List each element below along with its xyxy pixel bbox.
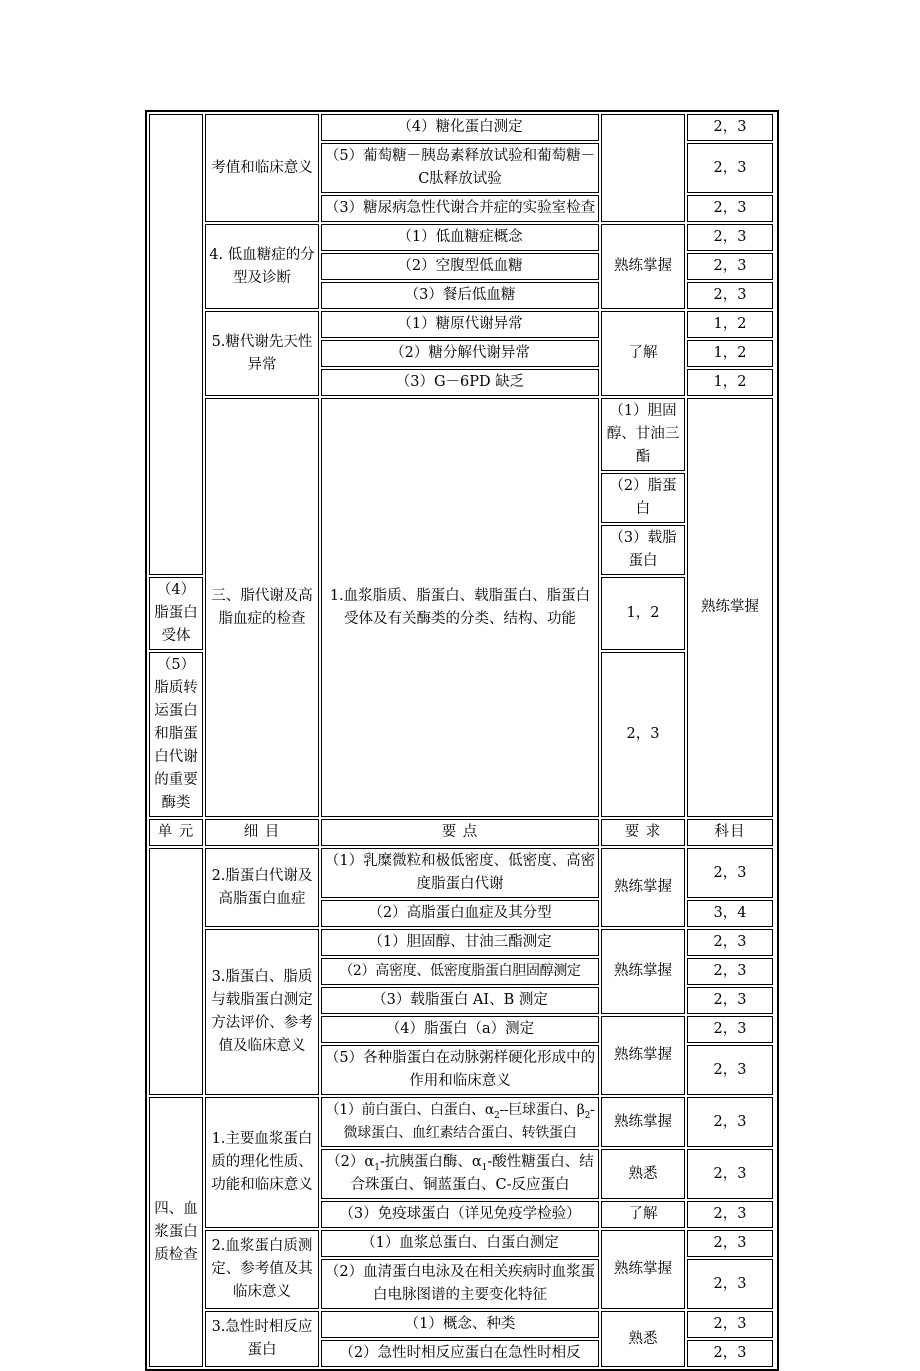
detail-cell: 1.血浆脂质、脂蛋白、载脂蛋白、脂蛋白受体及有关酶类的分类、结构、功能 xyxy=(321,398,599,817)
subject-cell: 2，3 xyxy=(687,1097,773,1147)
table-row xyxy=(149,114,775,141)
requirement-cell: 了解 xyxy=(601,311,685,396)
point-cell: （1）胆固醇、甘油三酯 xyxy=(601,398,685,471)
point-cell: $(2)\alpha_1-$抗胰蛋白酶、$\alpha_1-$酸性糖蛋白、结合珠蛋白、铜蓝蛋白、C-反应蛋白 xyxy=(321,1149,599,1199)
subject-cell: 2，3 xyxy=(687,224,773,251)
requirement-cell: 熟练掌握 xyxy=(601,1230,685,1309)
header-requirement: 要 求 xyxy=(601,819,685,846)
table-row xyxy=(149,398,775,471)
subject-cell: 2，3 xyxy=(687,1259,773,1309)
point-cell: （2）脂蛋白 xyxy=(601,473,685,523)
requirement-cell: 熟悉 xyxy=(601,1311,685,1367)
point-cell: （1）低血糖症概念 xyxy=(321,224,599,251)
subject-cell: 1，2 xyxy=(687,340,773,367)
subject-cell: 2，3 xyxy=(687,987,773,1014)
point-cell: （5）脂质转运蛋白和脂蛋白代谢的重要酶类 xyxy=(149,652,203,817)
subject-cell: 1，2 xyxy=(601,577,685,650)
subject-cell: 2，3 xyxy=(687,1311,773,1338)
subject-cell: 2，3 xyxy=(687,848,773,898)
table-row xyxy=(149,848,775,898)
table-row xyxy=(149,1097,775,1147)
point-cell: （1）血浆总蛋白、白蛋白测定 xyxy=(321,1230,599,1257)
point-cell: （3）G－6PD 缺乏 xyxy=(321,369,599,396)
point-cell: （1）糖原代谢异常 xyxy=(321,311,599,338)
table-row xyxy=(149,1230,775,1257)
unit-cell: 四、血浆蛋白质检查 xyxy=(149,1097,203,1367)
subject-cell: 1，2 xyxy=(687,369,773,396)
unit-cell xyxy=(149,848,203,1095)
subject-cell: 2，3 xyxy=(687,1230,773,1257)
table-row xyxy=(149,311,775,338)
subject-cell: 2，3 xyxy=(687,958,773,985)
requirement-cell: 熟练掌握 xyxy=(601,848,685,927)
subject-cell: 3，4 xyxy=(687,900,773,927)
header-subject: 科目 xyxy=(687,819,773,846)
requirement-cell: 熟练掌握 xyxy=(601,929,685,1014)
subject-cell: 2，3 xyxy=(687,114,773,141)
header-point: 要 点 xyxy=(321,819,599,846)
point-cell: （1）概念、种类 xyxy=(321,1311,599,1338)
point-cell: （2）空腹型低血糖 xyxy=(321,253,599,280)
subject-cell: 2，3 xyxy=(687,1340,773,1367)
point-cell: （2）高脂蛋白血症及其分型 xyxy=(321,900,599,927)
requirement-cell: 熟练掌握 xyxy=(601,1016,685,1095)
point-cell: （5）各种脂蛋白在动脉粥样硬化形成中的作用和临床意义 xyxy=(321,1045,599,1095)
point-cell: （3）免疫球蛋白（详见免疫学检验） xyxy=(321,1201,599,1228)
point-cell: （1）前白蛋白、白蛋白、$\alpha_2--$巨球蛋白、$\beta_2-$微球蛋白、血红素结合蛋白、转铁蛋白 xyxy=(321,1097,599,1147)
detail-cell: 1.主要血浆蛋白质的理化性质、功能和临床意义 xyxy=(205,1097,319,1228)
subject-cell: 2，3 xyxy=(687,253,773,280)
subject-cell: 2，3 xyxy=(687,1201,773,1228)
detail-cell: 3.急性时相反应蛋白 xyxy=(205,1311,319,1367)
point-cell: （3）餐后低血糖 xyxy=(321,282,599,309)
table-row xyxy=(149,929,775,956)
table-row xyxy=(149,224,775,251)
subject-cell: 2，3 xyxy=(687,1045,773,1095)
syllabus-sheet xyxy=(145,110,779,1371)
table-row xyxy=(149,1311,775,1338)
point-cell: （4）脂蛋白（a）测定 xyxy=(321,1016,599,1043)
detail-cell: 4. 低血糖症的分型及诊断 xyxy=(205,224,319,309)
point-cell: （3）糖尿病急性代谢合并症的实验室检查 xyxy=(321,195,599,222)
requirement-cell: 熟悉 xyxy=(601,1149,685,1199)
point-cell: （1）乳糜微粒和极低密度、低密度、高密度脂蛋白代谢 xyxy=(321,848,599,898)
subject-cell: 2，3 xyxy=(687,1016,773,1043)
header-unit: 单 元 xyxy=(149,819,203,846)
requirement-cell: 熟练掌握 xyxy=(687,398,773,817)
point-cell: （4）糖化蛋白测定 xyxy=(321,114,599,141)
point-cell: （3）载脂蛋白 xyxy=(601,525,685,575)
subject-cell: 2，3 xyxy=(601,652,685,817)
detail-cell: 3.脂蛋白、脂质与载脂蛋白测定方法评价、参考值及临床意义 xyxy=(205,929,319,1095)
subject-cell: 2，3 xyxy=(687,929,773,956)
subject-cell: 2，3 xyxy=(687,282,773,309)
requirement-cell: 了解 xyxy=(601,1201,685,1228)
detail-cell: 考值和临床意义 xyxy=(205,114,319,222)
header-detail: 细 目 xyxy=(205,819,319,846)
detail-cell: 2.血浆蛋白质测定、参考值及其临床意义 xyxy=(205,1230,319,1309)
subject-cell: 1，2 xyxy=(687,311,773,338)
point-cell: （2）血清蛋白电泳及在相关疾病时血浆蛋白电脉图谱的主要变化特征 xyxy=(321,1259,599,1309)
requirement-cell xyxy=(601,114,685,222)
point-cell: （3）载脂蛋白 AⅠ、B 测定 xyxy=(321,987,599,1014)
unit-cell xyxy=(149,114,203,575)
point-cell: （4）脂蛋白受体 xyxy=(149,577,203,650)
requirement-cell: 熟练掌握 xyxy=(601,224,685,309)
requirement-cell: 熟练掌握 xyxy=(601,1097,685,1147)
table-header-row xyxy=(149,819,775,846)
point-cell: （2）急性时相反应蛋白在急性时相反 xyxy=(321,1340,599,1367)
subject-cell: 2，3 xyxy=(687,1149,773,1199)
point-cell: （2）糖分解代谢异常 xyxy=(321,340,599,367)
unit-cell: 三、脂代谢及高脂血症的检查 xyxy=(205,398,319,817)
syllabus-table xyxy=(145,110,779,1371)
point-cell: （5）葡萄糖－胰岛素释放试验和葡萄糖－C肽释放试验 xyxy=(321,143,599,193)
subject-cell: 2，3 xyxy=(687,195,773,222)
detail-cell: 2.脂蛋白代谢及高脂蛋白血症 xyxy=(205,848,319,927)
point-cell: （1）胆固醇、甘油三酯测定 xyxy=(321,929,599,956)
detail-cell: 5.糖代谢先天性异常 xyxy=(205,311,319,396)
point-cell: （2）高密度、低密度脂蛋白胆固醇测定 xyxy=(321,958,599,985)
subject-cell: 2，3 xyxy=(687,143,773,193)
